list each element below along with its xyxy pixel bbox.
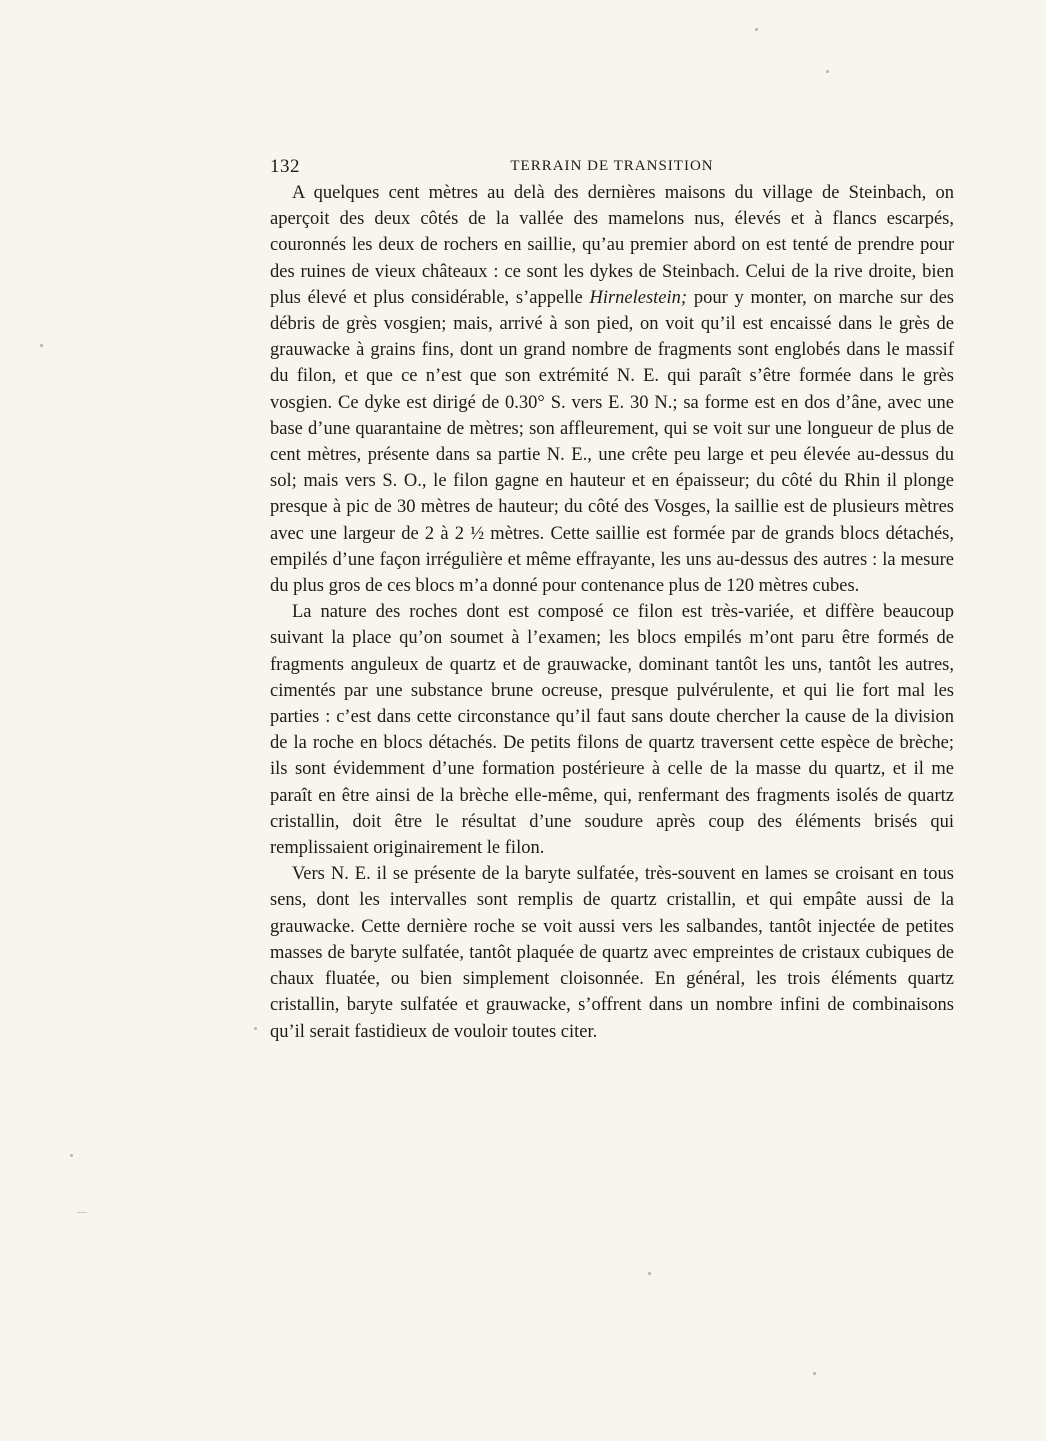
- paragraph-1-text: A quelques cent mètres au delà des dernières maisons du village de Steinbach, on aperçoit des deux côtés de la vallée des mamelons nus, élevés et à flancs escarpés, couronnés les deux de rochers en saillie, qu’au premier abord on est tenté de prendre pour des ruines de vieux châteaux : ce sont les dykes de Steinbach. Celui de la rive droite, bien plus élevé et plus considérable, s’appelle: [270, 183, 954, 308]
- paragraph-3: Vers N. E. il se présente de la baryte sulfatée, très-souvent en lames se croisant en tous sens, dont les intervalles sont remplis de quartz cristallin, et qui empâte aussi de la grauwacke. Cette dernière roche se voit aussi vers les salbandes, tantôt injectée de petites masses de baryte sulfatée, tantôt plaquée de quartz avec empreintes de cristaux cubiques de chaux fluatée, ou bien simplement cloisonnée. En général, les trois éléments quartz cristallin, baryte sulfatée et grauwacke, s’offrent dans un nombre infini de combinaisons qu’il serait fastidieux de vouloir toutes citer.: [270, 864, 954, 1042]
- scan-speck: [70, 1154, 73, 1157]
- running-head: [270, 150, 954, 180]
- scan-speck: [755, 28, 758, 31]
- place-name-italic: Hirnelestein;: [589, 287, 688, 308]
- running-head-title: TERRAIN DE TRANSITION: [510, 158, 714, 174]
- paragraph-1-continued: pour y monter, on marche sur des débris de grès vosgien; mais, arrivé à son pied, on voit qu’il est encaissé dans le grès de grauwacke à grains fins, dont un grand nombre de fragments sont englobés dans le massif du filon, et que ce n’est que son extrémité N. E. qui paraît s’être formée dans le grès vosgien. Ce dyke est dirigé de 0.30° S. vers E. 30 N.; sa forme est en dos d’âne, avec une base d’une quarantaine de mètres; son affleurement, qui se voit sur une longueur de plus de cent mètres, présente dans sa partie N. E., une crête peu large et peu élevée au-dessus du sol; mais vers S. O., le filon gagne en hauteur et en épaisseur; du côté du Rhin il plonge presque à pic de 30 mètres de hauteur; du côté des Vosges, la saillie est de plusieurs mètres avec une largeur de 2 à 2 ½ mètres. Cette saillie est formée par de grands blocs détachés, empilés d’une façon irrégulière et même effrayante, les uns au-dessus des autres : la mesure du plus gros de ces blocs m’a donné pour contenance plus de 120 mètres cubes.: [270, 287, 954, 597]
- scan-speck: [813, 1372, 816, 1375]
- scan-speck: [826, 70, 829, 73]
- scan-speck: [254, 1027, 257, 1030]
- paragraph-1: [270, 180, 954, 599]
- page-number: 132: [270, 156, 300, 177]
- scan-speck: [648, 1272, 651, 1275]
- document-page: [270, 150, 954, 1045]
- body-text: [270, 180, 954, 1045]
- scan-speck: [40, 344, 43, 347]
- paragraph-2: La nature des roches dont est composé ce filon est très-variée, et diffère beaucoup suivant la place qu’on soumet à l’examen; les blocs empilés m’ont paru être formés de fragments anguleux de quartz et de grauwacke, dominant tantôt les uns, tantôt les autres, cimentés par une substance brune ocreuse, presque pulvérulente, et qui lie fort mal les parties : c’est dans cette circonstance qu’il faut sans doute chercher la cause de la division de la roche en blocs détachés. De petits filons de quartz traversent cette espèce de brèche; ils sont évidemment d’une formation postérieure à celle de la masse du quartz, et il me paraît en être ainsi de la brèche elle-même, qui, renfermant des fragments isolés de quartz cristallin, doit être le résultat d’une soudure après coup des éléments brisés qui remplissaient originairement le filon.: [270, 602, 954, 859]
- scan-mark: [77, 1212, 87, 1213]
